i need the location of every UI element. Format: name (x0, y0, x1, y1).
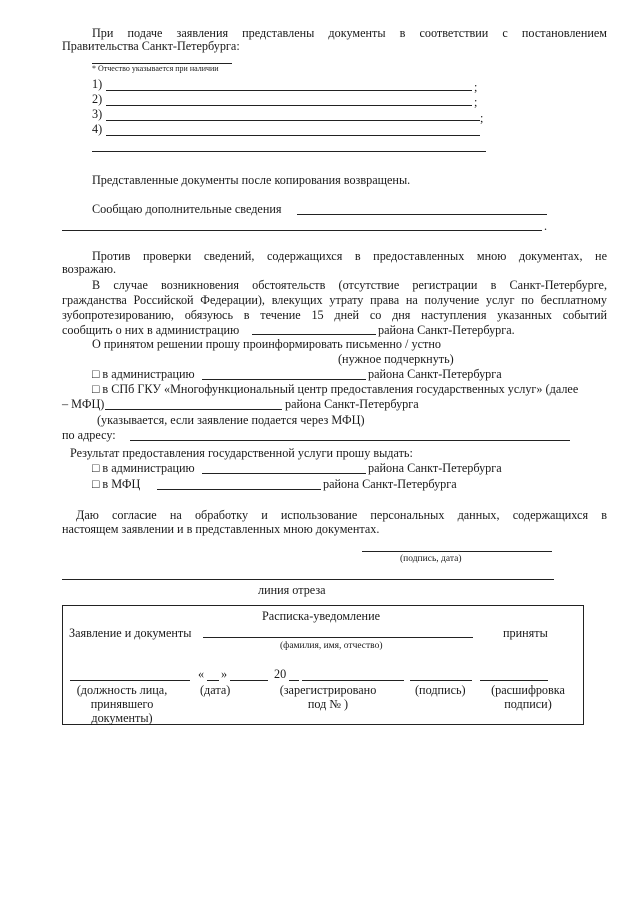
consent-check-line-2: возражаю. (62, 262, 117, 276)
notify-option-admin-suffix: района Санкт-Петербурга (368, 367, 502, 381)
receipt-col-position-line-1: (должность лица, (76, 683, 168, 697)
result-option-mfc-suffix: района Санкт-Петербурга (323, 477, 457, 491)
result-line-1: Результат предоставления государственной услуги прошу выдать: (70, 446, 413, 460)
receipt-accepted: приняты (503, 626, 548, 640)
receipt-date-year-field[interactable] (289, 680, 299, 681)
signature-hint: (подпись, дата) (400, 554, 462, 564)
address-field[interactable] (130, 440, 570, 441)
doc-item-1-field[interactable] (106, 90, 472, 91)
circumstances-line-4b: района Санкт-Петербурга. (378, 323, 515, 337)
receipt-col-registration (265, 683, 391, 711)
receipt-date-year: 20 (274, 667, 287, 681)
notify-option-mfc-hint: (указывается, если заявление подается через МФЦ) (97, 413, 365, 427)
receipt-col-position-line-2: принявшего (90, 697, 154, 711)
receipt-col-decoding (478, 683, 578, 711)
receipt-col-registration-line-2: под № ) (307, 697, 349, 711)
receipt-name-hint: (фамилия, имя, отчество) (280, 641, 383, 651)
doc-item-4-number: 4) (92, 122, 103, 136)
receipt-title: Расписка-уведомление (262, 609, 381, 623)
result-option-admin-field[interactable] (202, 473, 366, 474)
receipt-col-date: (дата) (200, 683, 231, 697)
result-option-mfc-field[interactable] (157, 489, 321, 490)
receipt-date-quote-close: » (221, 667, 228, 681)
notify-option-admin-label[interactable]: □ в администрацию (92, 367, 195, 381)
receipt-col-position-line-3: документы) (91, 711, 153, 725)
circumstances-line-3: зубопротезированию, обязуюсь в течение 15 дней со дня наступления указанных событий (62, 308, 607, 322)
doc-item-4-field[interactable] (106, 135, 480, 136)
doc-item-2-number: 2) (92, 92, 103, 106)
receipt-signature-field[interactable] (410, 680, 472, 681)
additional-info-label: Сообщаю дополнительные сведения (92, 202, 282, 216)
doc-item-3-end: ; (480, 111, 484, 125)
footnote-text: * Отчество указывается при наличии (92, 64, 219, 73)
receipt-col-registration-line-1: (зарегистрировано (279, 683, 377, 697)
circumstances-line-4a: сообщить о них в администрацию (62, 323, 240, 337)
receipt-position-field[interactable] (70, 680, 190, 681)
circumstances-line-2: гражданства Российской Федерации), влекущих утрату права на получение услуг по бесплатному (62, 293, 607, 307)
doc-extra-field[interactable] (92, 151, 486, 152)
doc-item-3-field[interactable] (106, 120, 480, 121)
notify-option-mfc-line-2b: района Санкт-Петербурга (285, 397, 419, 411)
doc-item-2-end: ; (474, 95, 478, 109)
receipt-date-day-field[interactable] (207, 680, 219, 681)
receipt-col-signature: (подпись) (415, 683, 466, 697)
doc-item-3-number: 3) (92, 107, 103, 121)
doc-item-1-number: 1) (92, 77, 103, 91)
additional-info-field[interactable] (297, 214, 547, 215)
personal-data-line-2: настоящем заявлении и в представленных мною документах. (62, 522, 380, 536)
result-option-admin-suffix: района Санкт-Петербурга (368, 461, 502, 475)
personal-data-line-1: Даю согласие на обработку и использование персональных данных, содержащихся в (76, 508, 607, 522)
notify-line-1: О принятом решении прошу проинформировать письменно / устно (92, 337, 441, 351)
intro-line-2: Правительства Санкт-Петербурга: (62, 39, 240, 53)
receipt-col-position (62, 683, 182, 725)
receipt-date-quote-open: « (198, 667, 205, 681)
address-label: по адресу: (62, 428, 116, 442)
notify-option-mfc-line-1[interactable]: □ в СПб ГКУ «Многофункциональный центр предоставления государственных услуг» (далее (92, 382, 579, 396)
notify-option-admin-field[interactable] (202, 379, 366, 380)
result-option-mfc-label[interactable]: □ в МФЦ (92, 477, 141, 491)
receipt-date-month-field[interactable] (230, 680, 268, 681)
circumstances-admin-field[interactable] (252, 334, 376, 335)
receipt-registration-field[interactable] (302, 680, 404, 681)
receipt-col-decoding-line-2: подписи) (504, 697, 552, 711)
receipt-decoding-field[interactable] (480, 680, 548, 681)
intro-line-1: При подаче заявления представлены документы в соответствии с постановлением (92, 26, 607, 40)
documents-returned-text: Представленные документы после копирования возвращены. (92, 173, 411, 187)
doc-item-2-field[interactable] (106, 105, 472, 106)
result-option-admin-label[interactable]: □ в администрацию (92, 461, 195, 475)
consent-check-line-1: Против проверки сведений, содержащихся в предоставленных мною документах, не (92, 249, 607, 263)
receipt-name-field[interactable] (203, 637, 473, 638)
receipt-docs-label: Заявление и документы (69, 626, 192, 640)
notify-hint: (нужное подчеркнуть) (338, 352, 454, 366)
doc-item-1-end: ; (474, 80, 478, 94)
signature-field[interactable] (362, 551, 552, 552)
receipt-col-decoding-line-1: (расшифровка (491, 683, 565, 697)
additional-info-field-2[interactable] (62, 230, 542, 231)
cut-line-label: линия отреза (258, 583, 326, 597)
notify-option-mfc-line-2a: – МФЦ) (62, 397, 105, 411)
cut-line (62, 579, 554, 580)
circumstances-line-1: В случае возникновения обстоятельств (отсутствие регистрации в Санкт-Петербурге, (92, 278, 607, 292)
additional-info-end: . (544, 219, 548, 233)
notify-option-mfc-field[interactable] (105, 409, 282, 410)
